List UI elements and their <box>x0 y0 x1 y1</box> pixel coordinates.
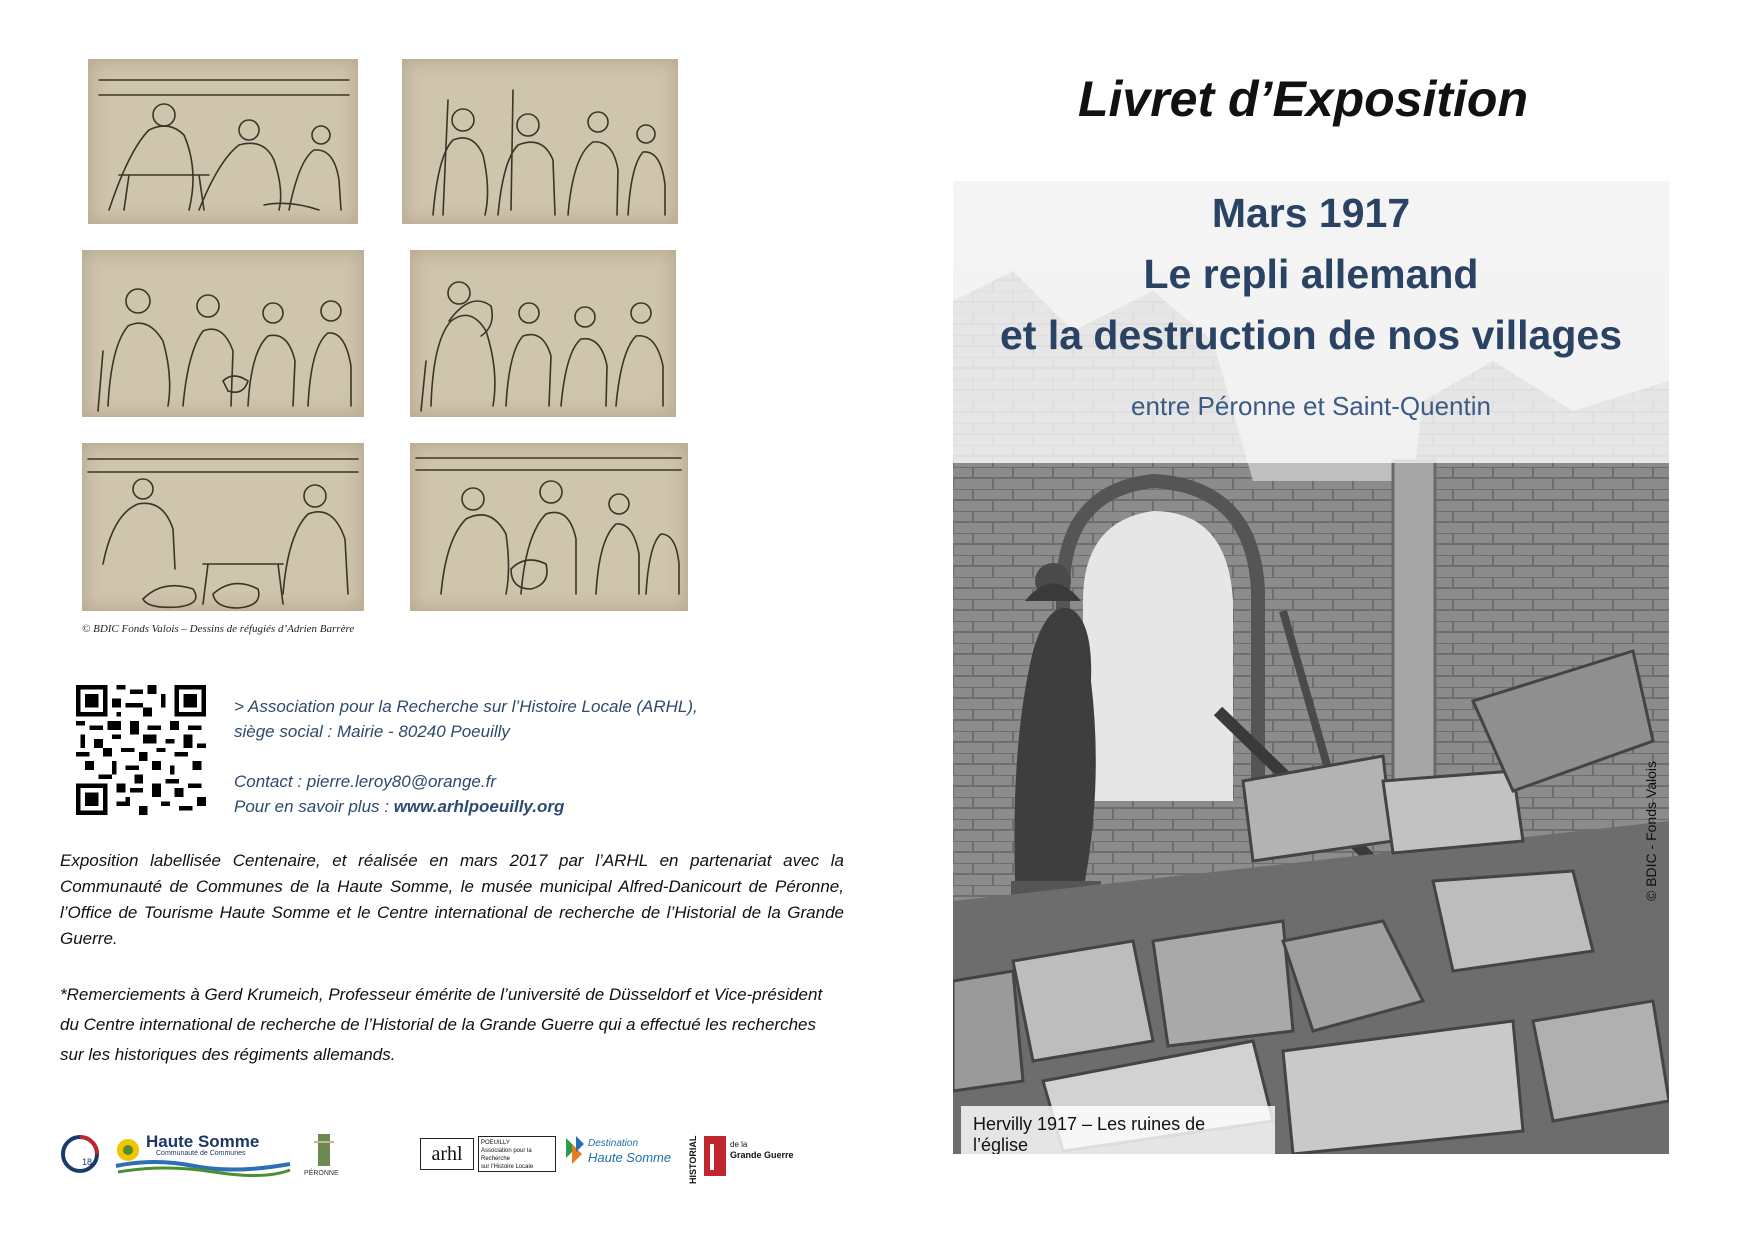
destination-haute-somme-logo <box>562 1134 682 1173</box>
exposition-text: Exposition labellisée Centenaire, et réalisée en mars 2017 par l’ARHL en partenariat avec la Communauté de Communes de la Haute Somme, le musée municipal Alfred-Danicourt de Péronne, l’Office de Tourisme Haute Somme et le Centre international de recherche de l’Historial de la Grande Guerre. <box>60 851 844 948</box>
cover-title <box>953 181 1669 366</box>
destination-logo-text1: Destination <box>588 1138 639 1149</box>
title-line-3: et la destruction de nos villages <box>999 312 1622 358</box>
sketch-caption: © BDIC Fonds Valois – Dessins de réfugiés d’Adrien Barrère <box>82 623 355 635</box>
thanks-text: *Remerciements à Gerd Krumeich, Professeur émérite de l’université de Düsseldorf et Vice-président du Centre international de recherche de l’Historial de la Grande Guerre qui a effectué les recherches sur les historiques des régiments allemands. <box>60 985 823 1064</box>
arhl-logo-sub1: POEUILLY <box>481 1140 510 1146</box>
refugee-sketch-5 <box>82 443 364 611</box>
photo-caption: Hervilly 1917 – Les ruines de l’église <box>961 1106 1275 1154</box>
qr-code-icon[interactable] <box>76 685 206 815</box>
arhl-logo-sub2: Association pour la Recherche <box>481 1148 532 1162</box>
centenaire-logo <box>60 1134 100 1179</box>
cover-subtitle: entre Péronne et Saint-Quentin <box>1131 391 1491 421</box>
address-line: siège social : Mairie - 80240 Poeuilly <box>234 722 510 741</box>
cover-photo <box>953 181 1669 1154</box>
historial-logo-text1: HISTORIAL <box>688 1135 698 1184</box>
contact-block <box>234 694 698 819</box>
historial-logo-text3: Grande Guerre <box>730 1150 794 1160</box>
historial-logo-text2: de la <box>730 1140 748 1149</box>
centenaire-logo-text: 18 <box>82 1157 93 1167</box>
arhl-logo-mark: arhl <box>420 1138 474 1170</box>
refugee-sketch-6 <box>410 443 688 611</box>
refugee-sketch-1 <box>88 59 358 224</box>
website-link[interactable]: www.arhlpoeuilly.org <box>393 797 565 816</box>
website-prefix: Pour en savoir plus : <box>234 797 394 816</box>
haute-somme-logo-sub: Communauté de Communes <box>156 1150 246 1157</box>
photo-credit: © BDIC - Fonds Valois <box>1643 761 1659 901</box>
booklet-title: Livret d’Exposition <box>1077 71 1529 127</box>
refugee-sketch-3 <box>82 250 364 417</box>
peronne-logo <box>304 1132 344 1187</box>
arhl-logo <box>420 1132 550 1172</box>
contact-email[interactable]: Contact : pierre.leroy80@orange.fr <box>234 772 496 791</box>
arhl-logo-sub3: sur l'Histoire Locale <box>481 1164 534 1170</box>
haute-somme-logo-text: Haute Somme <box>146 1132 260 1151</box>
association-line: > Association pour la Recherche sur l’Histoire Locale (ARHL), <box>234 697 698 716</box>
title-line-2: Le repli allemand <box>1143 251 1479 297</box>
title-line-1: Mars 1917 <box>1211 190 1411 236</box>
refugee-sketch-4 <box>410 250 676 417</box>
peronne-logo-text: PÉRONNE <box>304 1170 339 1177</box>
refugee-sketch-2 <box>402 59 678 224</box>
haute-somme-logo <box>114 1130 292 1185</box>
website-line <box>234 794 698 819</box>
partner-logos <box>60 1130 800 1190</box>
destination-logo-text2: Haute Somme <box>588 1150 672 1165</box>
